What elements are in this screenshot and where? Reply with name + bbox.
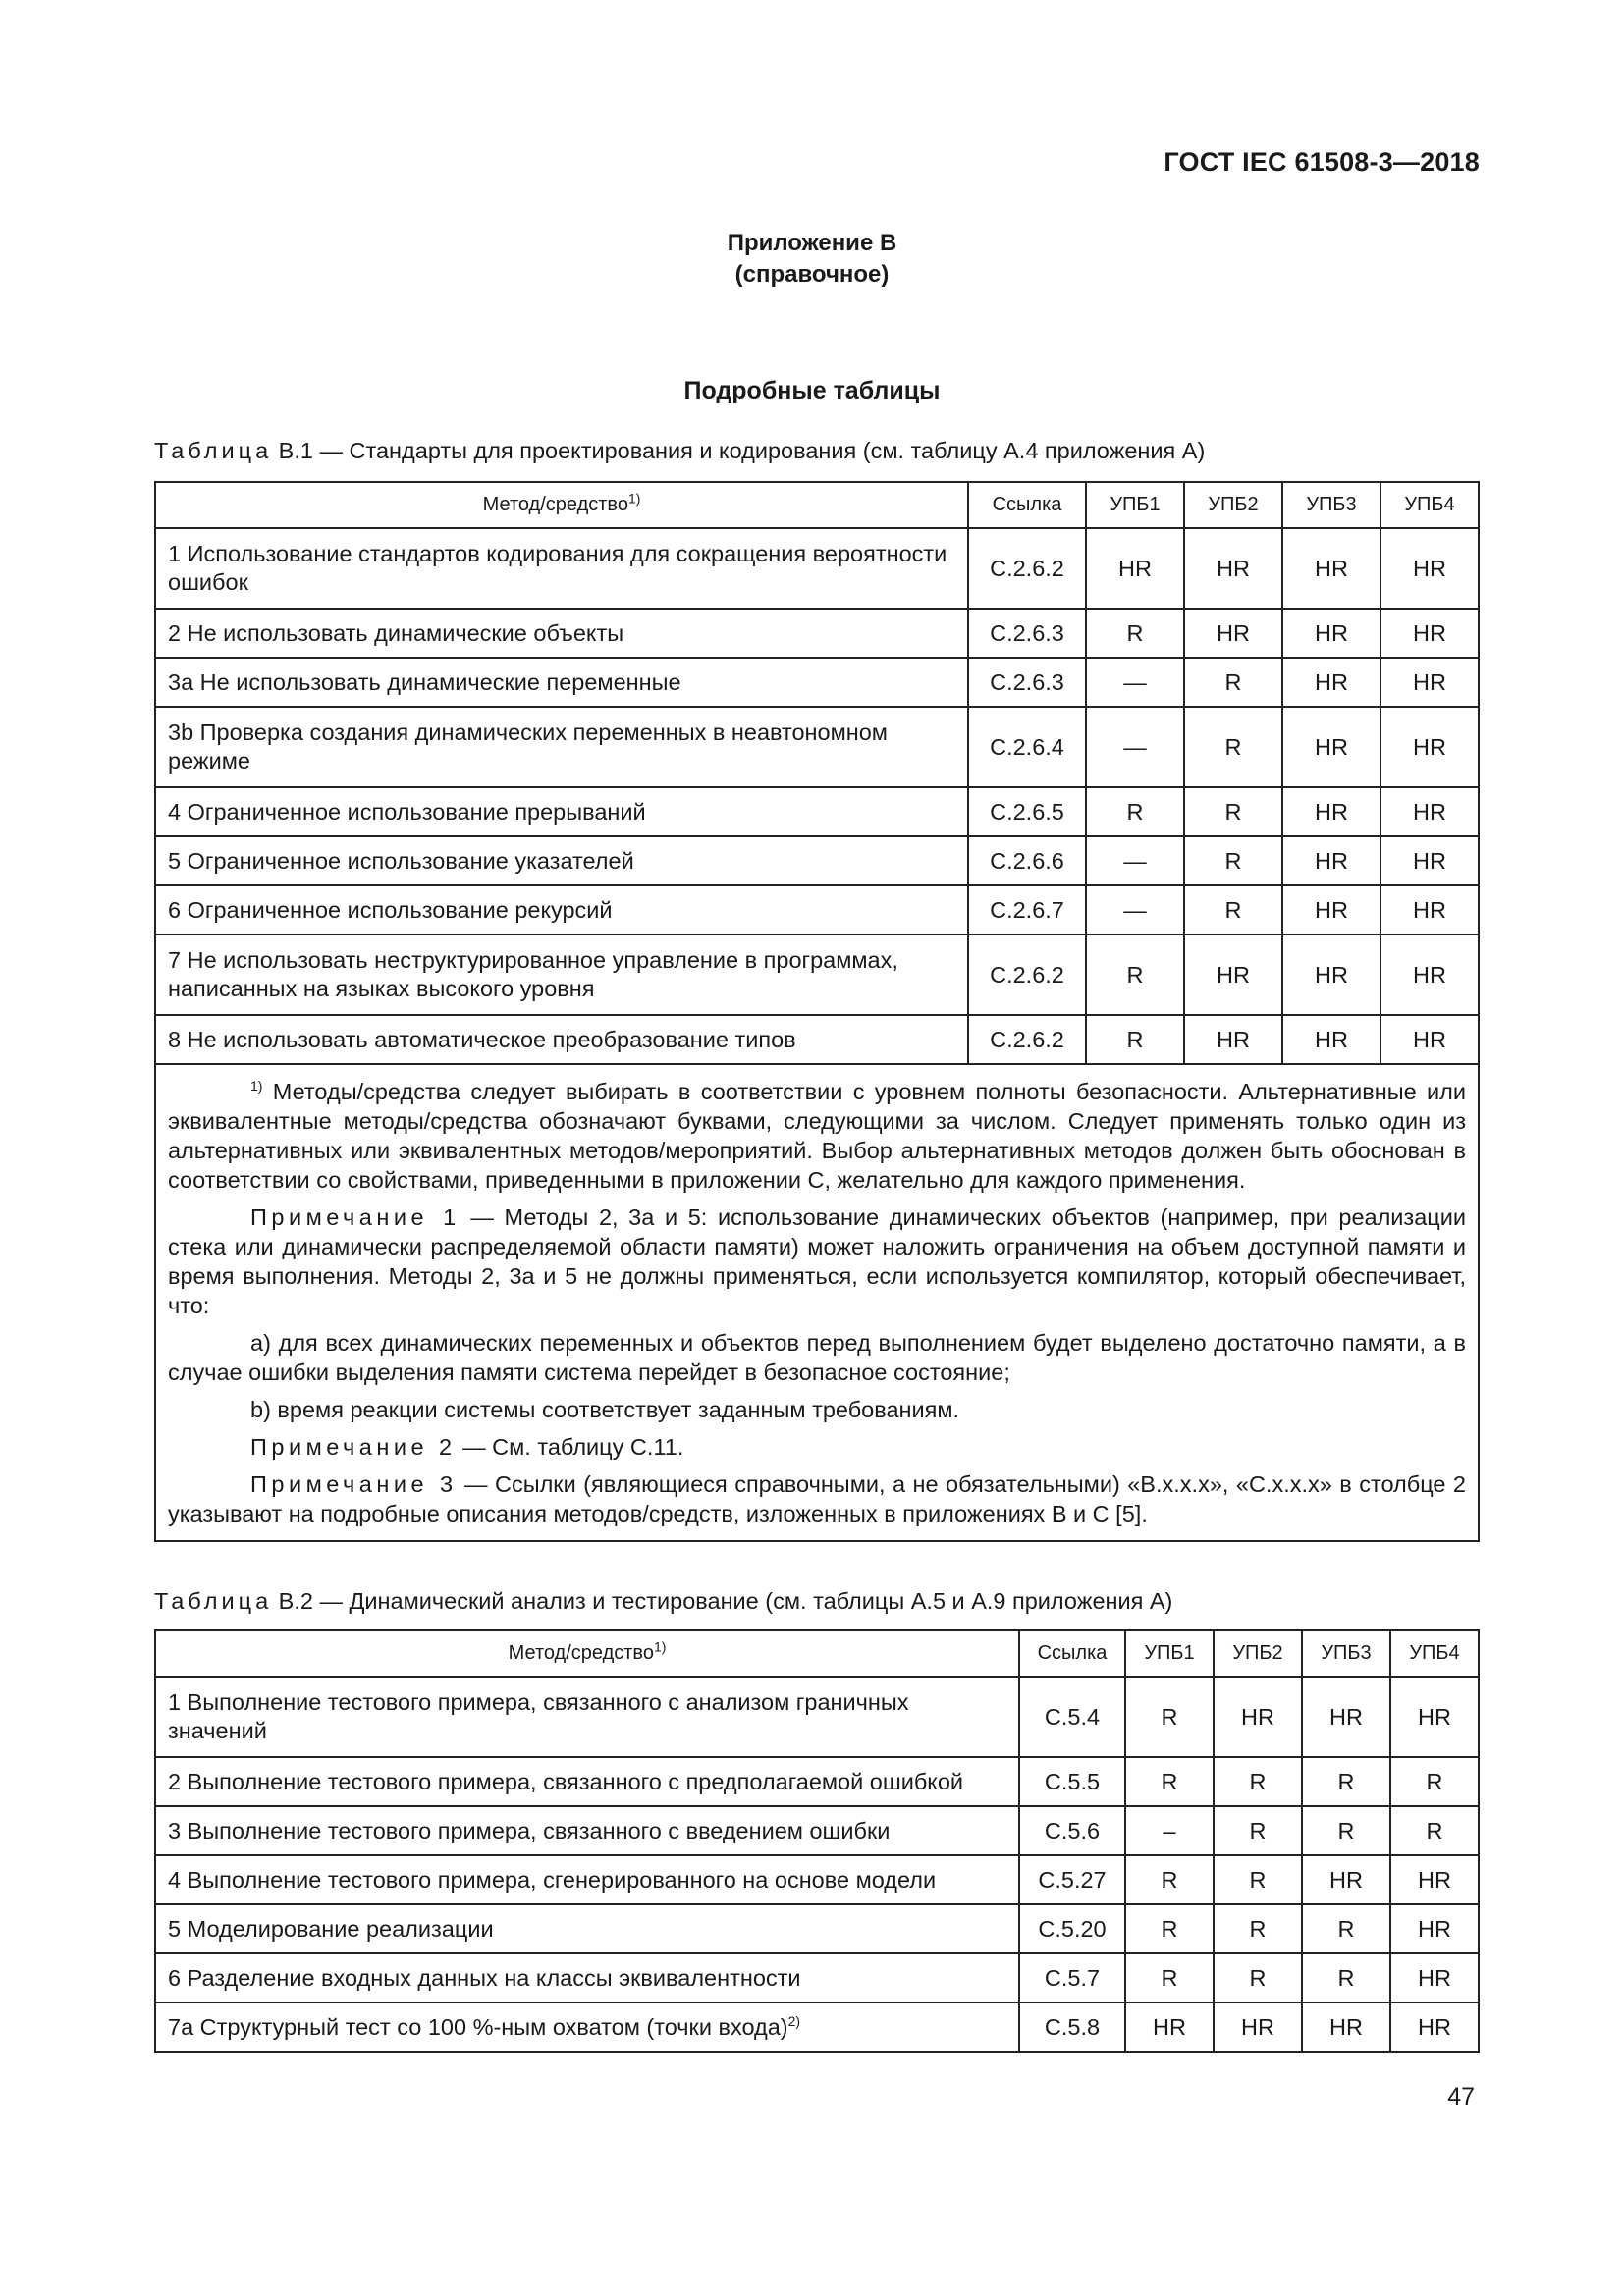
footnote-1: $^{1)}$ Методы/средства следует выбирать в соответствии с уровнем полноты безопасности. Альтернативные или эквивалентные методы/средства обозначают буквами, следующими за числом. Следует применять только один из альтернативных или эквивалентных методов/мероприятий. Выбор альтернативных методов должен быть обоснован в соответствии со свойствами, приведенными в приложении C, желательно для каждого применения. (168, 1078, 1466, 1193)
table2-level-cell: R (1302, 1904, 1390, 1953)
table1-level-cell: — (1086, 885, 1184, 934)
table1-caption-text: B.1 — Стандарты для проектирования и кодирования (см. таблицу A.4 приложения A) (272, 438, 1206, 463)
table1-level-cell: HR (1282, 787, 1380, 836)
table1-ref-cell: C.2.6.5 (968, 787, 1086, 836)
table1-level-cell: HR (1086, 528, 1184, 609)
table2-col-method: Метод/средство$^{1)}$ (155, 1630, 1019, 1677)
table1-footnote-row (155, 1064, 1479, 1541)
table2-level-cell: HR (1302, 1677, 1390, 1757)
table2-col-upb1: УПБ1 (1125, 1630, 1214, 1677)
table2-level-cell: HR (1390, 1953, 1479, 2002)
table2-col-upb3: УПБ3 (1302, 1630, 1390, 1677)
table2-row (155, 1855, 1479, 1904)
table1-level-cell: — (1086, 707, 1184, 787)
table1-ref-cell: C.2.6.3 (968, 658, 1086, 707)
table2-row (155, 1677, 1479, 1757)
note-1-item-a: a) для всех динамических переменных и объектов перед выполнением будет выделено достаточно памяти, а в случае ошибки выделения памяти система перейдет в безопасное состояние; (168, 1330, 1466, 1385)
table1-method-cell: 6 Ограниченное использование рекурсий (155, 885, 968, 934)
table1-level-cell: R (1184, 836, 1282, 885)
table1-col-upb3: УПБ3 (1282, 482, 1380, 528)
table2-ref-cell: C.5.8 (1019, 2002, 1125, 2052)
table2-level-cell: R (1214, 1806, 1302, 1855)
table2-ref-cell: C.5.6 (1019, 1806, 1125, 1855)
page-number: 47 (1447, 2083, 1475, 2110)
table1-row (155, 885, 1479, 934)
table1-level-cell: HR (1380, 707, 1479, 787)
table1-row (155, 836, 1479, 885)
table2-level-cell: R (1390, 1806, 1479, 1855)
standard-designation: ГОСТ IEC 61508-3—2018 (1164, 147, 1480, 177)
table1-col-ref: Ссылка (968, 482, 1086, 528)
table2-level-cell: R (1214, 1757, 1302, 1806)
table1-header-row (155, 482, 1479, 528)
table1-level-cell: HR (1184, 609, 1282, 658)
table2-ref-cell: C.5.27 (1019, 1855, 1125, 1904)
appendix-heading (0, 228, 1624, 291)
table2-caption-word: Таблица (154, 1588, 273, 1614)
table2-level-cell: HR (1302, 2002, 1390, 2052)
table1-level-cell: — (1086, 836, 1184, 885)
table2-header-row (155, 1630, 1479, 1677)
table1-level-cell: HR (1380, 836, 1479, 885)
table2-level-cell: R (1125, 1855, 1214, 1904)
table2-ref-cell: C.5.7 (1019, 1953, 1125, 2002)
note-1: Примечание 1 — Методы 2, 3a и 5: использование динамических объектов (например, при реализации стека или динамически распределяемой области памяти) может наложить ограничения на объем доступной памяти и время выполнения. Методы 2, 3a и 5 не должны применяться, если используется компилятор, который обеспечивает, что: (168, 1204, 1466, 1318)
table2-level-cell: R (1214, 1953, 1302, 2002)
table2-level-cell: HR (1302, 1855, 1390, 1904)
note-1-item-b: b) время реакции системы соответствует заданным требованиям. (250, 1397, 960, 1422)
table2-level-cell: R (1302, 1953, 1390, 2002)
table1-level-cell: R (1086, 609, 1184, 658)
table2-row (155, 1757, 1479, 1806)
table1-level-cell: HR (1282, 658, 1380, 707)
table1-col-upb4: УПБ4 (1380, 482, 1479, 528)
table2-method-cell: 1 Выполнение тестового примера, связанного с анализом граничных значений (155, 1677, 1019, 1757)
table1-level-cell: R (1086, 934, 1184, 1015)
table2-row (155, 2002, 1479, 2052)
table2-level-cell: R (1214, 1904, 1302, 1953)
table1-level-cell: HR (1380, 658, 1479, 707)
table1-level-cell: HR (1380, 609, 1479, 658)
table1-level-cell: HR (1380, 885, 1479, 934)
section-title: Подробные таблицы (683, 377, 941, 404)
table1-ref-cell: C.2.6.2 (968, 934, 1086, 1015)
table1-ref-cell: C.2.6.4 (968, 707, 1086, 787)
table2 (154, 1629, 1480, 2053)
table1-level-cell: R (1184, 658, 1282, 707)
table1-level-cell: HR (1282, 885, 1380, 934)
table1-ref-cell: C.2.6.7 (968, 885, 1086, 934)
table2-col-upb2: УПБ2 (1214, 1630, 1302, 1677)
table2-method-cell: 7a Структурный тест со 100 %-ным охватом (точки входа)$^{2)}$ (155, 2002, 1019, 2052)
table1-level-cell: R (1086, 1015, 1184, 1064)
table1-method-cell: 3b Проверка создания динамических переменных в неавтономном режиме (155, 707, 968, 787)
table2-level-cell: HR (1390, 1855, 1479, 1904)
table1-caption (154, 438, 1205, 464)
table2-level-cell: R (1125, 1904, 1214, 1953)
table1-level-cell: HR (1184, 528, 1282, 609)
table2-row (155, 1806, 1479, 1855)
table1-level-cell: HR (1282, 934, 1380, 1015)
table2-method-cell: 3 Выполнение тестового примера, связанного с введением ошибки (155, 1806, 1019, 1855)
table1-level-cell: HR (1282, 609, 1380, 658)
table2-ref-cell: C.5.5 (1019, 1757, 1125, 1806)
table1-col-method: Метод/средство$^{1)}$ (155, 482, 968, 528)
table2-ref-cell: C.5.4 (1019, 1677, 1125, 1757)
table1-level-cell: HR (1184, 1015, 1282, 1064)
table2-level-cell: HR (1214, 1677, 1302, 1757)
appendix-title: Приложение B (727, 230, 897, 256)
table2-level-cell: HR (1390, 1904, 1479, 1953)
table2-level-cell: R (1302, 1806, 1390, 1855)
table1-row (155, 707, 1479, 787)
table2-level-cell: R (1125, 1757, 1214, 1806)
table2-method-cell: 2 Выполнение тестового примера, связанного с предполагаемой ошибкой (155, 1757, 1019, 1806)
table1-level-cell: R (1086, 787, 1184, 836)
appendix-subtitle: (справочное) (734, 261, 890, 288)
table1-row (155, 528, 1479, 609)
table2-level-cell: – (1125, 1806, 1214, 1855)
table1-method-cell: 3a Не использовать динамические переменные (155, 658, 968, 707)
table1-level-cell: HR (1282, 707, 1380, 787)
table2-row (155, 1953, 1479, 2002)
note-2: Примечание 2 — См. таблицу C.11. (250, 1434, 684, 1460)
table2-level-cell: HR (1390, 2002, 1479, 2052)
table1-level-cell: HR (1380, 1015, 1479, 1064)
table1-row (155, 787, 1479, 836)
table2-level-cell: R (1125, 1677, 1214, 1757)
table1-level-cell: HR (1282, 1015, 1380, 1064)
table2-level-cell: R (1302, 1757, 1390, 1806)
table1-level-cell: R (1184, 787, 1282, 836)
table1-level-cell: HR (1380, 934, 1479, 1015)
table1-level-cell: HR (1184, 934, 1282, 1015)
table2-level-cell: R (1390, 1757, 1479, 1806)
table1-row (155, 609, 1479, 658)
table1-level-cell: HR (1380, 528, 1479, 609)
table1-row (155, 1015, 1479, 1064)
table2-method-cell: 5 Моделирование реализации (155, 1904, 1019, 1953)
table1-caption-word: Таблица (154, 438, 273, 463)
table1-row (155, 658, 1479, 707)
table1-method-cell: 1 Использование стандартов кодирования для сокращения вероятности ошибок (155, 528, 968, 609)
table2-ref-cell: C.5.20 (1019, 1904, 1125, 1953)
table1-ref-cell: C.2.6.6 (968, 836, 1086, 885)
table1-ref-cell: C.2.6.2 (968, 1015, 1086, 1064)
note-3: Примечание 3 — Ссылки (являющиеся справочными, а не обязательными) «B.x.x.x», «C.x.x.x» в столбце 2 указывают на подробные описания методов/средств, изложенных в приложениях B и C [5]. (168, 1471, 1466, 1526)
table1-level-cell: — (1086, 658, 1184, 707)
table2-method-cell: 6 Разделение входных данных на классы эквивалентности (155, 1953, 1019, 2002)
table1-ref-cell: C.2.6.2 (968, 528, 1086, 609)
table2-level-cell: R (1214, 1855, 1302, 1904)
table1-ref-cell: C.2.6.3 (968, 609, 1086, 658)
table2-col-upb4: УПБ4 (1390, 1630, 1479, 1677)
table2-level-cell: R (1125, 1953, 1214, 2002)
table2-col-ref: Ссылка (1019, 1630, 1125, 1677)
table1-level-cell: HR (1282, 528, 1380, 609)
table2-method-cell: 4 Выполнение тестового примера, сгенерированного на основе модели (155, 1855, 1019, 1904)
table1 (154, 481, 1480, 1542)
table2-caption-text: B.2 — Динамический анализ и тестирование (см. таблицы A.5 и A.9 приложения A) (272, 1588, 1173, 1614)
table2-level-cell: HR (1390, 1677, 1479, 1757)
table1-level-cell: R (1184, 885, 1282, 934)
table1-row (155, 934, 1479, 1015)
table1-method-cell: 4 Ограниченное использование прерываний (155, 787, 968, 836)
table2-level-cell: HR (1125, 2002, 1214, 2052)
table1-method-cell: 8 Не использовать автоматическое преобразование типов (155, 1015, 968, 1064)
table1-method-cell: 7 Не использовать неструктурированное управление в программах, написанных на языках высокого уровня (155, 934, 968, 1015)
table2-level-cell: HR (1214, 2002, 1302, 2052)
table2-caption (154, 1588, 1172, 1615)
table2-row (155, 1904, 1479, 1953)
table1-level-cell: HR (1380, 787, 1479, 836)
table1-level-cell: HR (1282, 836, 1380, 885)
table1-method-cell: 5 Ограниченное использование указателей (155, 836, 968, 885)
table1-method-cell: 2 Не использовать динамические объекты (155, 609, 968, 658)
table1-col-upb1: УПБ1 (1086, 482, 1184, 528)
table1-footnotes (155, 1064, 1479, 1541)
table1-col-upb2: УПБ2 (1184, 482, 1282, 528)
table1-level-cell: R (1184, 707, 1282, 787)
